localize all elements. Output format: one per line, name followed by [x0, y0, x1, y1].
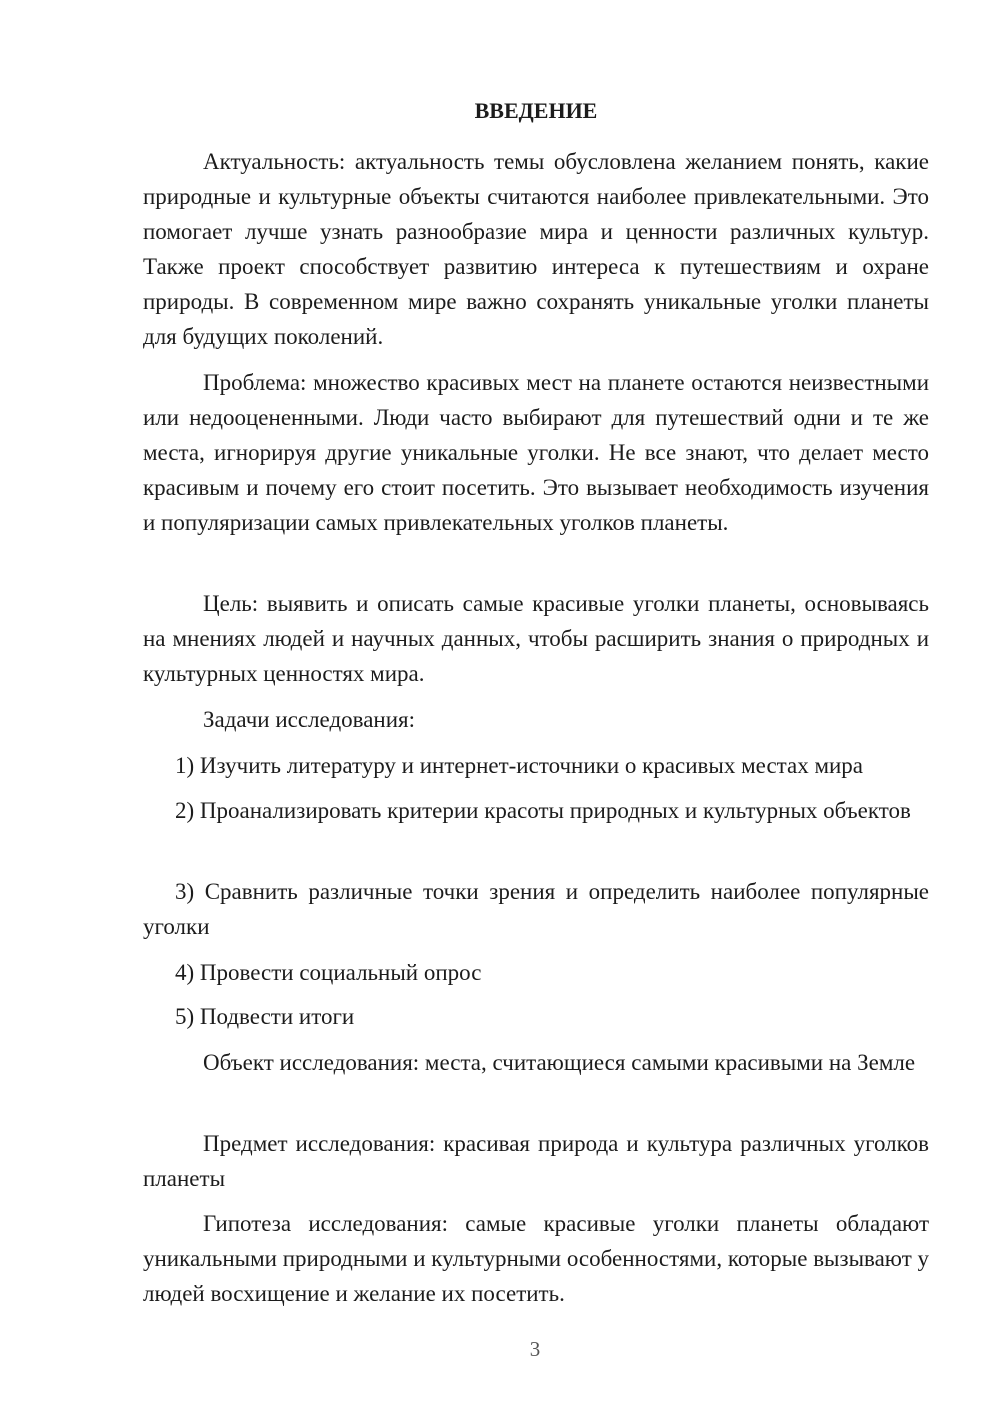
- task-item: 2) Проанализировать критерии красоты природных и культурных объектов: [175, 798, 911, 823]
- tasks-heading: Задачи исследования:: [203, 707, 416, 732]
- hypothesis-paragraph: Гипотеза исследования: самые красивые уголки планеты обладают уникальными природными и культурными особенностями, которые вызывают у людей восхищение и желание их посетить.: [143, 1211, 929, 1307]
- task-item: 1) Изучить литературу и интернет-источники о красивых местах мира: [175, 753, 864, 778]
- task-item: 3) Сравнить различные точки зрения и определить наиболее популярные уголки: [143, 879, 929, 940]
- task-item: 5) Подвести итоги: [175, 1004, 355, 1029]
- task-item: 4) Провести социальный опрос: [175, 960, 482, 985]
- problem-paragraph: Проблема: множество красивых мест на планете остаются неизвестными или недооцененными. Люди часто выбирают для путешествий одни и те же места, игнорируя другие уникальные уголки. Не все знают, что делает место красивым и почему его стоит посетить. Это вызывает необходимость изучения и популяризации самых привлекательных уголков планеты.: [143, 370, 929, 536]
- page-title: ВВЕДЕНИЕ: [474, 98, 598, 123]
- page-number: 3: [529, 1337, 541, 1361]
- object-paragraph: Объект исследования: места, считающиеся самыми красивыми на Земле: [203, 1050, 916, 1075]
- subject-paragraph: Предмет исследования: красивая природа и культура различных уголков планеты: [143, 1131, 929, 1192]
- relevance-paragraph: Актуальность: актуальность темы обусловлена желанием понять, какие природные и культурные объекты считаются наиболее привлекательными. Это помогает лучше узнать разнообразие мира и ценности различных культур. Также проект способствует развитию интереса к путешествиям и охране природы. В современном мире важно сохранять уникальные уголки планеты для будущих поколений.: [143, 149, 929, 350]
- goal-paragraph: Цель: выявить и описать самые красивые уголки планеты, основываясь на мнениях людей и научных данных, чтобы расширить знания о природных и культурных ценностях мира.: [143, 591, 929, 687]
